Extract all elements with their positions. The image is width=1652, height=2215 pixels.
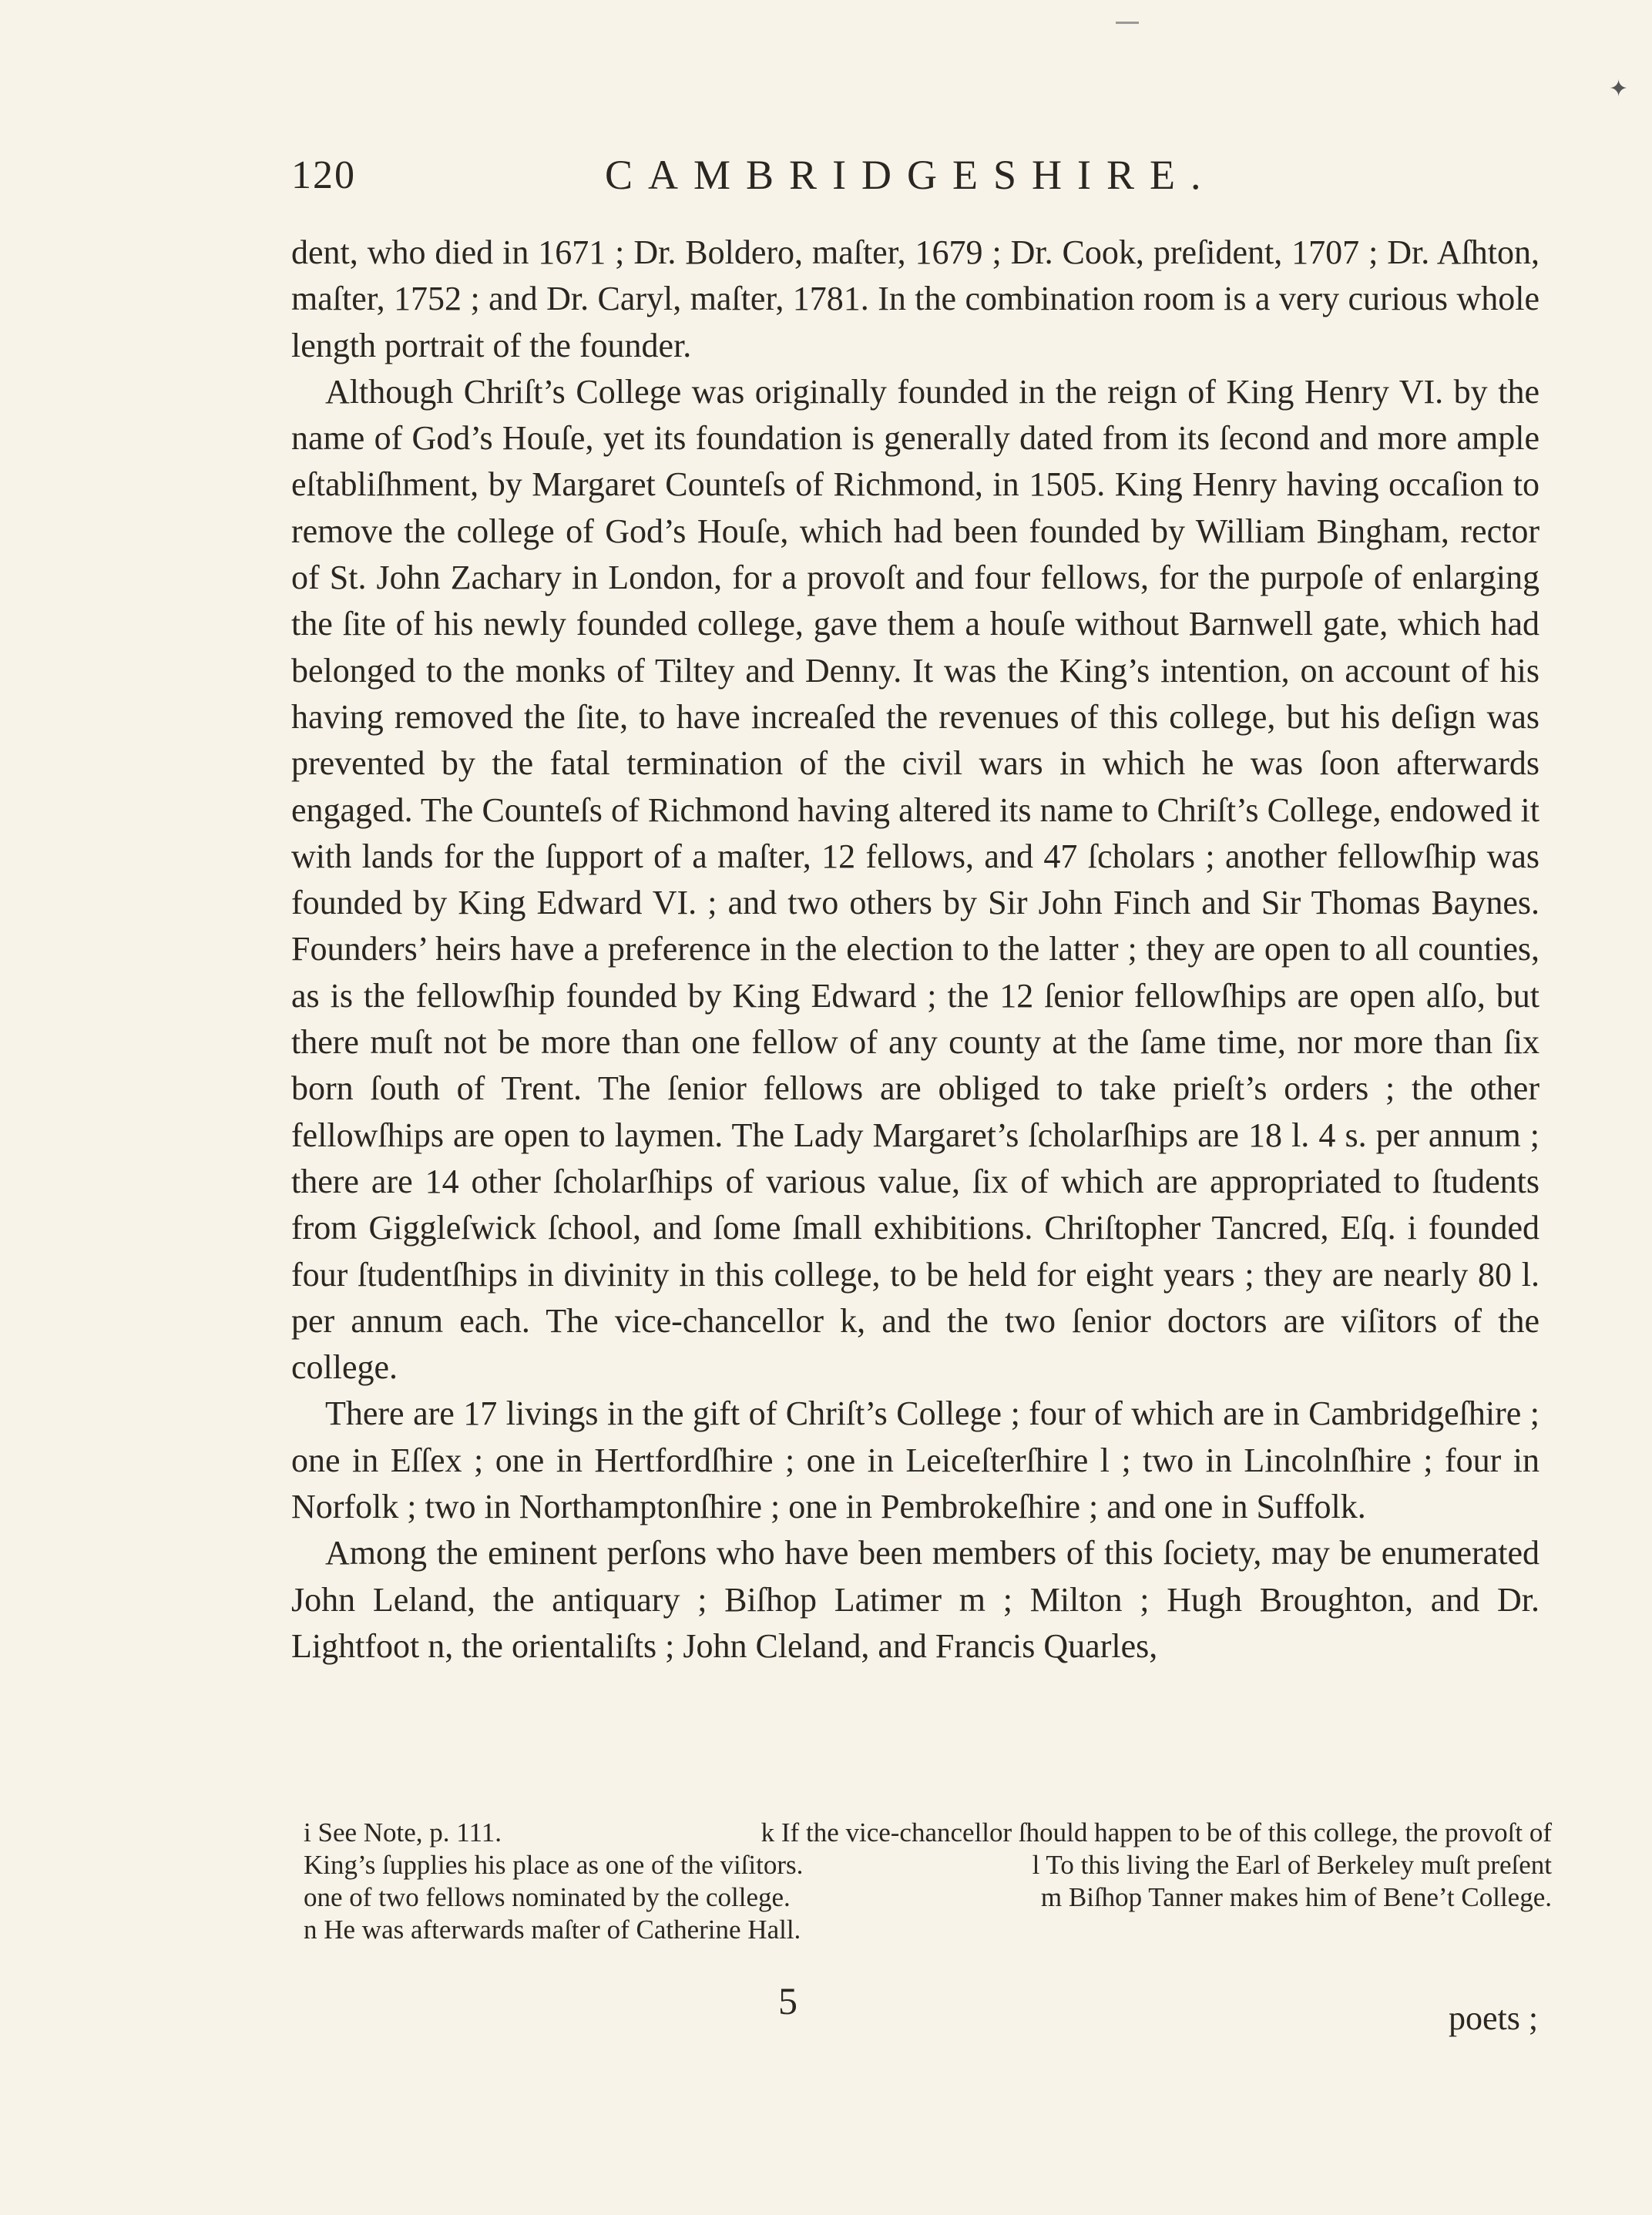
corner-mark: ✦ [1609,76,1629,102]
footnote-row [304,1817,1552,1849]
footnote-l-continued: one of two fellows nominated by the college. [304,1882,791,1912]
footnote-row [304,1849,1552,1881]
footnotes [304,1817,1552,1946]
signature-mark: 5 [778,1979,797,2022]
running-head: CAMBRIDGESHIRE. [605,152,1217,198]
paragraph: There are 17 livings in the gift of Chriſt’s College ; four of which are in Cambridgeſhire ; one in Eſſex ; one in Hertfordſhire ; one in Leiceſterſhire l ; two in Lincolnſhire ; four in Norfolk ; two in Northamptonſhire ; one in Pembrokeſhire ; and one in Suffolk. [291,1394,1540,1526]
body-text [291,230,1540,1670]
footnote-k-continued: King’s ſupplies his place as one of the viſitors. [304,1850,804,1880]
corner-mark [1116,22,1139,24]
page-number: 120 [291,153,356,197]
catchword: poets ; [1449,1999,1539,2037]
footnote-n: n He was afterwards maſter of Catherine Hall. [304,1915,801,1945]
footnote-row [304,1914,1552,1946]
paragraph: dent, who died in 1671 ; Dr. Boldero, maſter, 1679 ; Dr. Cook, preſident, 1707 ; Dr. Aſhton, maſter, 1752 ; and Dr. Caryl, maſter, 1781. In the combination room is a very curious whole length portrait of the founder. [291,233,1540,364]
footnote-k: k If the vice-chancellor ſhould happen to be of this college, the provoſt of [761,1817,1552,1848]
footnote-row [304,1881,1552,1914]
footnote-m: m Biſhop Tanner makes him of Bene’t College. [1040,1882,1552,1912]
paragraph: Among the eminent perſons who have been members of this ſociety, may be enumerated John Leland, the antiquary ; Biſhop Latimer m ; Milton ; Hugh Broughton, and Dr. Lightfoot n, the orientaliſts ; John Cleland, and Francis Quarles, [291,1534,1540,1665]
footnote-l: l To this living the Earl of Berkeley muſt preſent [1032,1850,1552,1880]
footnote-i: i See Note, p. 111. [304,1817,502,1848]
paragraph: Although Chriſt’s College was originally founded in the reign of King Henry VI. by the name of God’s Houſe, yet its foundation is generally dated from its ſecond and more ample eſtabliſhment, by Margaret Counteſs of Richmond, in 1505. King Henry having occaſion to remove the college of God’s Houſe, which had been founded by William Bingham, rector of St. John Zachary in London, for a provoſt and four fellows, for the purpoſe of enlarging the ſite of his newly founded college, gave them a houſe without Barnwell gate, which had belonged to the monks of Tiltey and Denny. It was the King’s intention, on account of his having removed the ſite, to have increaſed the revenues of this college, but his deſign was prevented by the fatal termination of the civil wars in which he was ſoon afterwards engaged. The Counteſs of Richmond having altered its name to Chriſt’s College, endowed it with lands for the ſupport of a maſter, 12 fellows, and 47 ſcholars ; another fellowſhip was founded by King Edward VI. ; and two others by Sir John Finch and Sir Thomas Baynes. Founders’ heirs have a preference in the election to the latter ; they are open to all counties, as is the fellowſhip founded by King Edward ; the 12 ſenior fellowſhips are open alſo, but there muſt not be more than one fellow of any county at the ſame time, nor more than ſix born ſouth of Trent. The ſenior fellows are obliged to take prieſt’s orders ; the other fellowſhips are open to laymen. The Lady Margaret’s ſcholarſhips are 18 l. 4 s. per annum ; there are 14 other ſcholarſhips of various value, ſix of which are appropriated to ſtudents from Giggleſwick ſchool, and ſome ſmall exhibitions. Chriſtopher Tancred, Eſq. i founded four ſtudentſhips in divinity in this college, to be held for eight years ; they are nearly 80 l. per annum each. The vice-chancellor k, and the two ſenior doctors are viſitors of the college. [291,372,1540,1387]
